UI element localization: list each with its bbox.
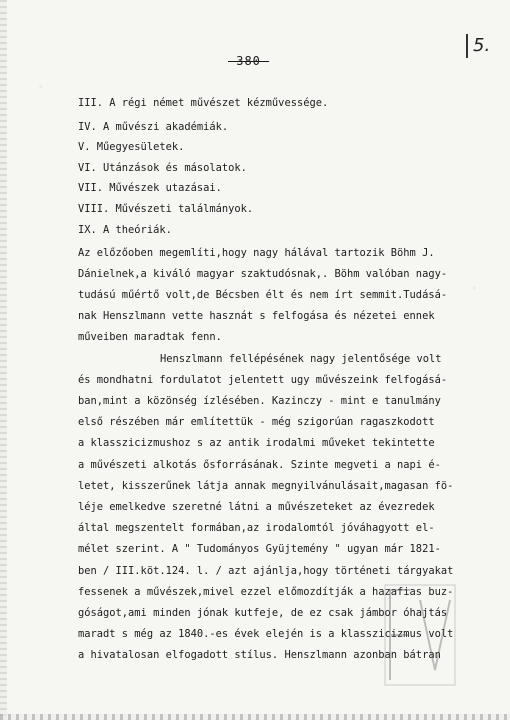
text-line: a művészeti alkotás ősforrásának. Szinte megveti a napi é- (78, 459, 441, 471)
list-item: VII. Művészek utazásai. (78, 182, 222, 194)
text-line: nak Henszlmann vette hasznát s felfogása és nézetei ennek (78, 310, 435, 322)
text-line: Az előzőoben megemlíti,hogy nagy hálával tartozik Böhm J. (78, 247, 435, 259)
text-line: a klasszicizmushoz s az antik irodalmi műveket tekintette (78, 437, 435, 449)
page-number-text: -380- (228, 54, 270, 68)
text-line: maradt s még az 1840.-es évek elején is a klasszicizmus volt (78, 628, 454, 640)
folio-number: 5. (466, 34, 505, 58)
page-number (228, 54, 269, 68)
text-line: első részében már említettük - még szigorúan ragaszkodott (78, 416, 435, 428)
list-item: VI. Utánzások és másolatok. (78, 162, 247, 174)
text-line: a hivatalosan elfogadott stílus. Henszlmann azonban bátran (78, 649, 441, 661)
text-line: és mondhatni fordulatot jelentett ugy művészeink felfogásá- (78, 374, 448, 386)
text-line: fessenek a művészek,mivel ezzel előmozdítják a hazafias buz- (78, 586, 454, 598)
list-item: III. A régi német művészet kézművessége. (78, 97, 329, 109)
scan-edge-bottom (0, 714, 510, 720)
text-line: letet, kisszerűnek látja annak megnyilvánulásait,magasan fö- (78, 480, 454, 492)
list-item: VIII. Művészeti találmányok. (78, 203, 254, 215)
text-line: műveiben maradtak fenn. (78, 331, 222, 343)
text-line: Dánielnek,a kiváló magyar szaktudósnak,. Böhm valóban nagy- (78, 268, 448, 280)
text-line: által megszentelt formában,az irodalomtól jóváhagyott el- (78, 522, 435, 534)
text-line: ben / III.köt.124. l. / azt ajánlja,hogy történeti tárgyakat (78, 565, 454, 577)
list-item: IV. A művészi akadémiák. (78, 121, 229, 133)
library-stamp-watermark (380, 580, 460, 690)
text-line: ban,mint a közönség ízlésében. Kazinczy - mint e tanulmány (78, 395, 441, 407)
text-line: mélet szerint. A " Tudományos Gyüjtemény " ugyan már 1821- (78, 543, 441, 555)
list-item: V. Műegyesületek. (78, 141, 185, 153)
text-line: góságot,ami minden jónak kutfeje, de ez csak jámbor óhajtás (78, 607, 448, 619)
text-line: Henszlmann fellépésének nagy jelentősége volt (160, 353, 442, 365)
text-line: léje emelkedve szeretné látni a művészeteket az évezredek (78, 501, 435, 513)
list-item: IX. A theóriák. (78, 224, 172, 236)
scan-edge-left (0, 0, 7, 720)
text-line: tudású műértő volt,de Bécsben élt és nem írt semmit.Tudásá- (78, 289, 448, 301)
